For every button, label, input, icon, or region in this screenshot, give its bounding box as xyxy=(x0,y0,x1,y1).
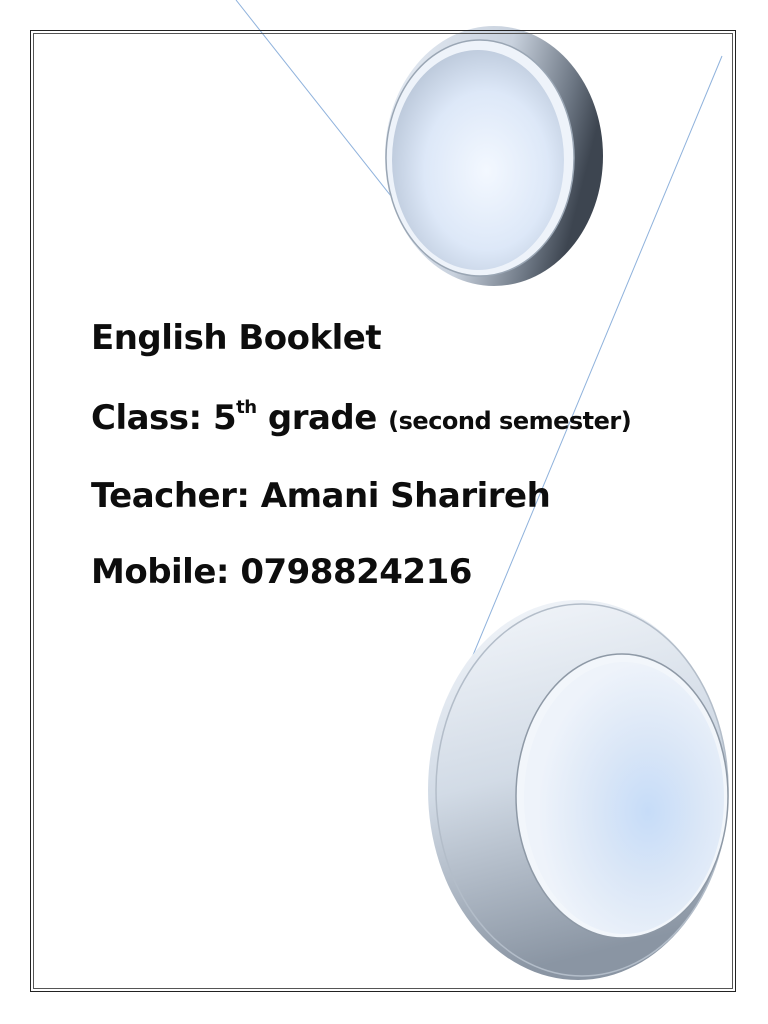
class-grade: grade xyxy=(256,398,389,438)
class-ordinal: th xyxy=(236,397,257,418)
booklet-title: English Booklet xyxy=(91,318,382,358)
mobile-line: Mobile: 0798824216 xyxy=(91,552,472,592)
semester-note: (second semester) xyxy=(388,407,632,435)
class-label: Class: 5 xyxy=(91,398,237,438)
teacher-line: Teacher: Amani Sharireh xyxy=(91,476,551,516)
class-line xyxy=(91,398,631,441)
